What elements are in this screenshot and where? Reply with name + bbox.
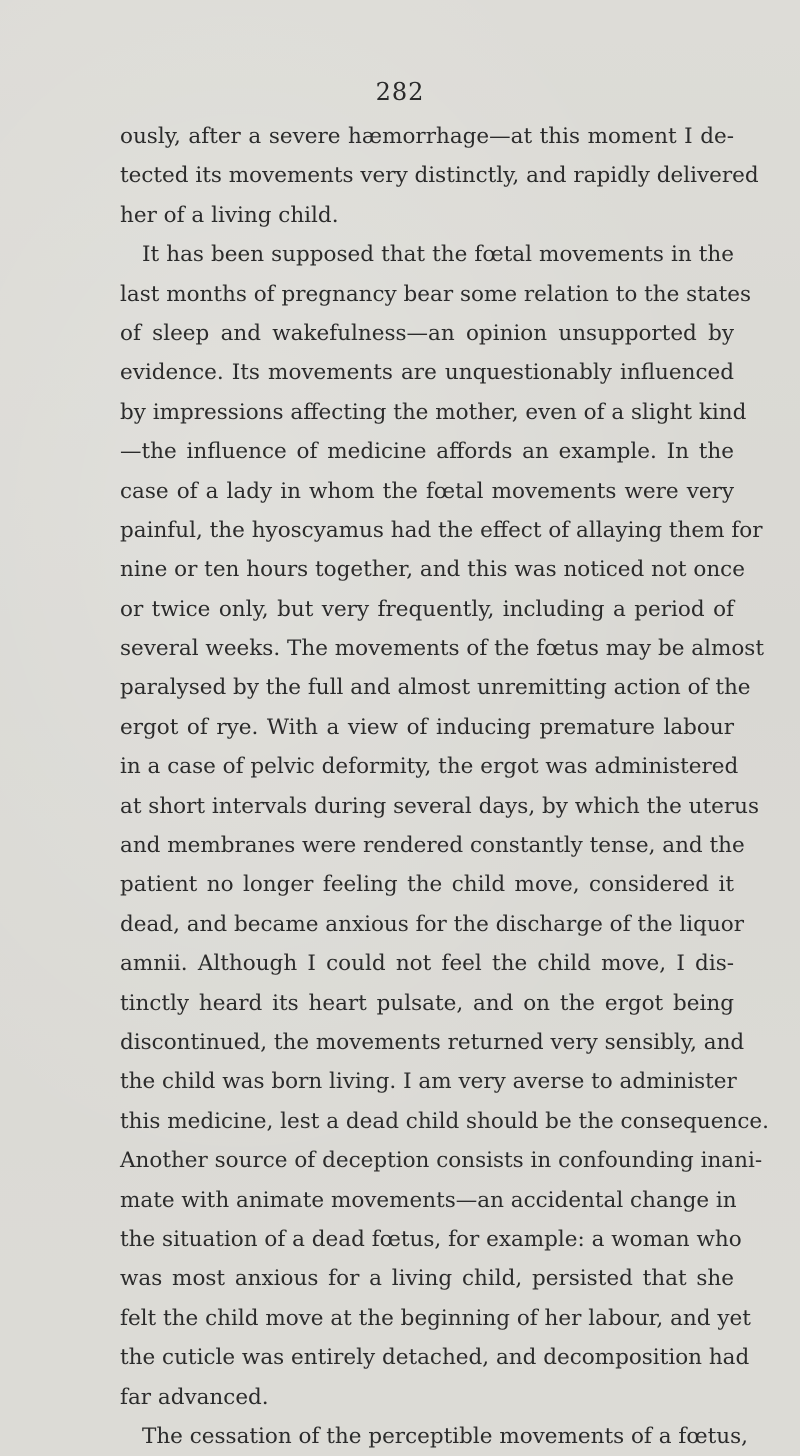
text-line: —the influence of medicine affords an example. In the [120,439,734,465]
text-line: mate with animate movements—an accidental change in [120,1187,737,1213]
text-line: Another source of deception consists in confounding inani- [120,1148,763,1174]
text-line: patient no longer feeling the child move, considered it [120,872,734,898]
text-line: the situation of a dead fœtus, for example: a woman who [120,1226,742,1252]
text-line: of sleep and wakefulness—an opinion unsupported by [120,320,734,346]
text-line: felt the child move at the beginning of her labour, and yet [120,1305,751,1331]
text-line: or twice only, but very frequently, including a period of [120,596,734,622]
text-line: tected its movements very distinctly, and rapidly delivered [120,163,759,189]
text-line: painful, the hyoscyamus had the effect of allaying them for [120,517,763,543]
text-line: amnii. Although I could not feel the child move, I dis- [120,951,734,977]
text-line: evidence. Its movements are unquestionably influenced [120,360,734,386]
body-text [120,117,769,1456]
text-line: last months of pregnancy bear some relation to the states [120,281,752,307]
text-line: The cessation of the perceptible movements of a fœtus, [142,1423,748,1449]
page-number: 282 [375,78,425,106]
text-line: the cuticle was entirely detached, and decomposition had [120,1345,750,1371]
text-line: dead, and became anxious for the discharge of the liquor [120,911,745,937]
text-line: in a case of pelvic deformity, the ergot was administered [120,754,739,780]
text-line: case of a lady in whom the fœtal movements were very [120,478,734,504]
text-line: her of a living child. [120,202,339,228]
text-line: several weeks. The movements of the fœtus may be almost [120,636,764,662]
text-line: It has been supposed that the fœtal movements in the [142,242,734,268]
text-line: nine or ten hours together, and this was noticed not once [120,557,745,583]
text-line: and membranes were rendered constantly tense, and the [120,833,745,859]
text-line: discontinued, the movements returned very sensibly, and [120,1029,745,1055]
text-line: the child was born living. I am very averse to administer [120,1069,737,1095]
text-line: far advanced. [120,1384,269,1410]
text-line: was most anxious for a living child, persisted that she [120,1266,734,1292]
text-line: by impressions affecting the mother, even of a slight kind [120,399,747,425]
text-line: paralysed by the full and almost unremitting action of the [120,675,751,701]
text-line: ergot of rye. With a view of inducing premature labour [120,714,734,740]
text-line: ously, after a severe hæmorrhage—at this moment I de- [120,124,734,149]
text-line: tinctly heard its heart pulsate, and on the ergot being [120,990,734,1016]
text-line: this medicine, lest a dead child should be the consequence. [120,1108,769,1134]
text-line: at short intervals during several days, by which the uterus [120,793,760,819]
